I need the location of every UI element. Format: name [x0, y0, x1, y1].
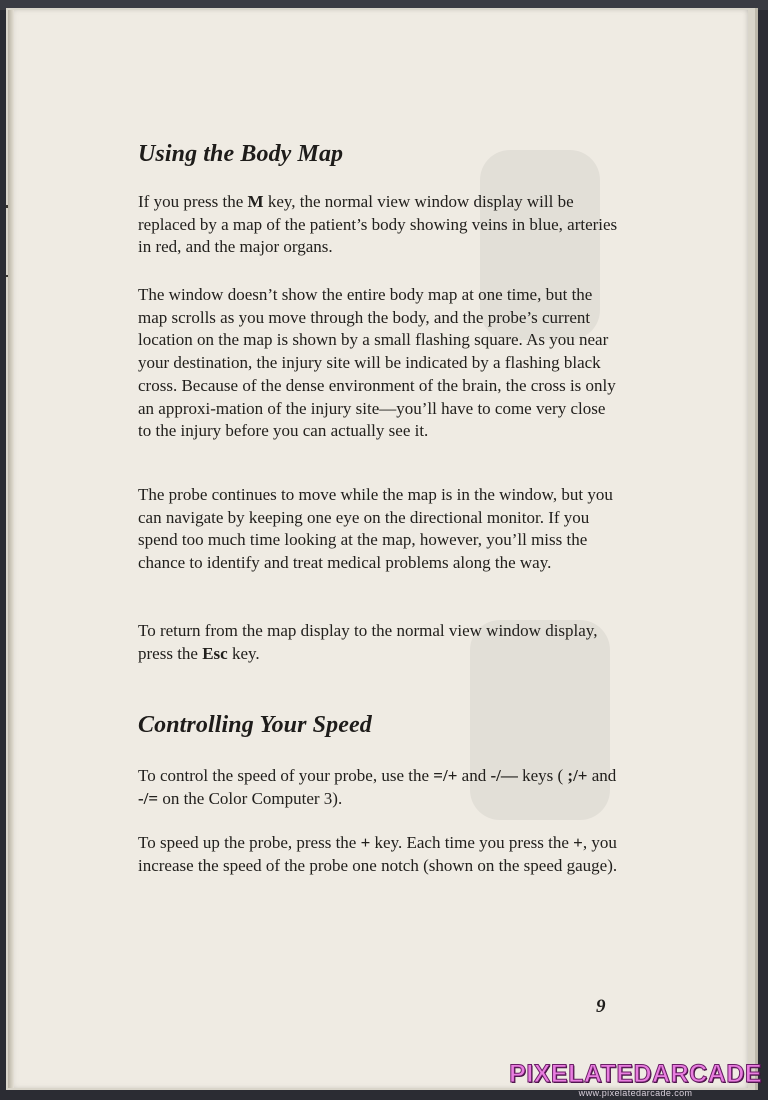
paper-speck	[6, 205, 8, 208]
watermark-brand: PIXELATEDARCADE	[509, 1060, 762, 1088]
bold-key-text: -/—	[490, 766, 518, 785]
bold-key-text: +	[573, 833, 583, 852]
paragraph: If you press the M key, the normal view window display will be replaced by a map of the patient’s body showing veins in blue, arteries in red, and the major organs.	[138, 192, 618, 257]
paper-speck	[6, 275, 8, 277]
section-heading-body-map: Using the Body Map	[138, 141, 344, 167]
bold-key-text: Esc	[202, 643, 228, 663]
page-number: 9	[596, 996, 606, 1017]
page-binding	[8, 10, 14, 1088]
bold-key-text: ;/+	[567, 766, 588, 785]
bold-key-text: +	[360, 833, 371, 852]
paragraph: The probe continues to move while the map is in the window, but you can navigate by keeping one eye on the directional monitor. If you spend too much time looking at the map, however, you’ll miss the chance to identify and treat medical problems along the way.	[138, 485, 613, 573]
watermark-url: www.pixelatedarcade.com	[578, 1088, 693, 1098]
watermark	[509, 1060, 762, 1098]
paragraph: To control the speed of your probe, use the =/+ and -/— keys ( ;/+ and -/= on the Color Computer 3).	[138, 766, 617, 808]
bold-key-text: M	[247, 192, 264, 211]
section-heading-speed: Controlling Your Speed	[138, 712, 372, 738]
paragraph: To speed up the probe, press the + key. Each time you press the +, you increase the speed of the probe one notch (shown on the speed gauge).	[138, 833, 618, 875]
paragraph: To return from the map display to the normal view window display, press the Esc key.	[138, 621, 598, 663]
paragraph: The window doesn’t show the entire body map at one time, but the map scrolls as you move through the body, and the probe’s current location on the map is shown by a small flashing square. As you near your destination, the injury site will be indicated by a flashing black cross. Because of the dense environment of the brain, the cross is only an approxi-mation of the injury site—you’ll have to come very close to the injury before you can actually see it.	[138, 285, 616, 441]
bold-key-text: -/=	[138, 788, 159, 808]
bold-key-text: =/+	[433, 766, 458, 785]
